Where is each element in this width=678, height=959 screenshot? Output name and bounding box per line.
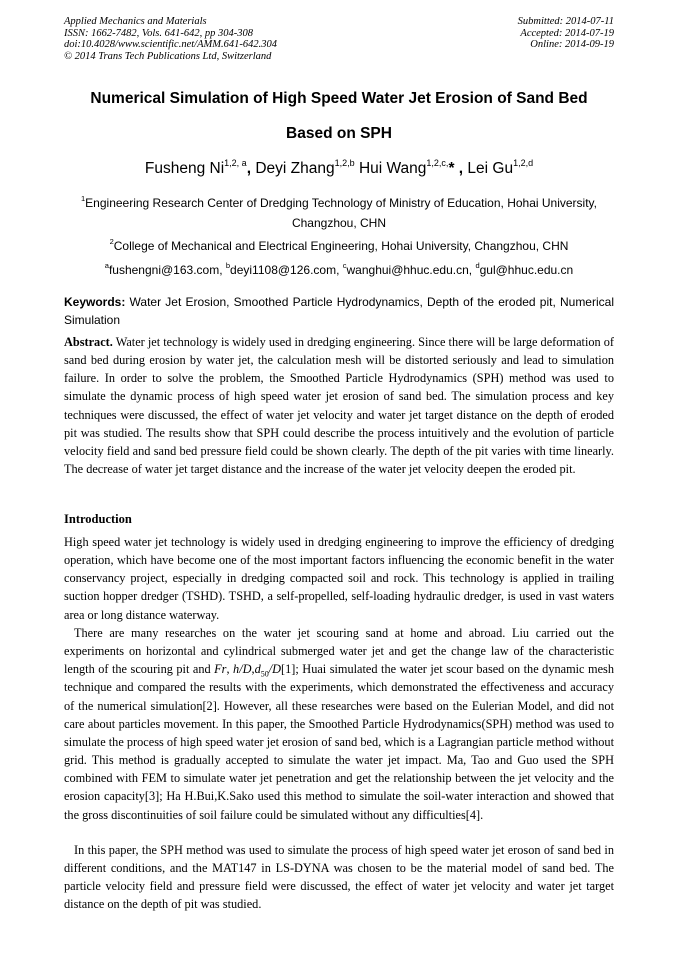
abstract-paragraph	[64, 333, 614, 478]
froude-symbol: Fr	[214, 662, 227, 677]
email-address[interactable]: wanghui@hhuc.edu.cn,	[346, 263, 476, 277]
paper-title-line-2: Based on SPH	[286, 125, 392, 142]
author-name: Lei Gu	[467, 160, 514, 177]
online-date: Online: 2014-09-19	[530, 39, 614, 50]
author-separator: ,	[246, 160, 256, 177]
publication-dates	[518, 16, 614, 51]
issn-line: ISSN: 1662-7482, Vols. 641-642, pp 304-308	[64, 27, 253, 39]
paragraph-text: ,	[226, 662, 234, 677]
email-address[interactable]: fushengni@163.com,	[108, 263, 226, 277]
email-address[interactable]: gul@hhuc.edu.cn	[479, 263, 574, 277]
abstract-text: Water jet technology is widely used in dredging engineering. Since there will be large deformation of sand bed during erosion by water jet, the calculation mesh will be distorted seriously and lead to simulation failure. In order to solve the problem, the Smoothed Particle Hydrodynamics (SPH) method was used to simulate the dynamic process of high speed water jet erosion of sand bed. The simulation process and key techniques were discussed, the effect of water jet velocity and water jet target distance on the depth of eroded pit was studied. The results show that SPH could describe the process intuitively and the evolution of particle velocity field and sand bed pressure field could be shown clearly. The depth of the pit varies with time linearly. The decrease of water jet target distance and the increase of the water jet velocity deepen the eroded pit.	[64, 335, 614, 477]
paper-title-line-1: Numerical Simulation of High Speed Water Jet Erosion of Sand Bed	[90, 90, 588, 107]
publication-info	[64, 16, 277, 62]
abstract-label: Abstract.	[64, 335, 113, 349]
affiliation-text: Engineering Research Center of Dredging Technology of Ministry of Education, Hohai University,	[85, 196, 597, 210]
affiliation-text: College of Mechanical and Electrical Engineering, Hohai University, Changzhou, CHN	[113, 239, 569, 253]
keywords-block	[64, 293, 614, 329]
author-name: Fusheng Ni	[144, 160, 225, 177]
author-list	[40, 159, 638, 179]
introduction-paragraph-1: High speed water jet technology is widely used in dredging engineering to improve the efficiency of dredging operation, which have become one of the most important factors influencing the economic benefit in the water conservancy project, especially in dredging compacted soil and rock. This technology is applied in trailing suction hopper dredger (TSHD). TSHD, a self-propelled, self-loading hydraulic dredger, is used in vast waters area or long distance waterway.	[64, 535, 614, 622]
paragraph-text: There are many researches on the water jet scouring sand at home and abroad. Liu carried out the experiments on horizontal and cylindrical submerged water jet and get the change law of the characteristic length of the scouring pit and	[64, 626, 614, 677]
affiliation-2	[60, 236, 618, 256]
email-sup: a	[104, 261, 109, 270]
copyright-line: © 2014 Trans Tech Publications Ltd, Switzerland	[64, 50, 272, 62]
paragraph-text: ,	[251, 662, 255, 677]
grain-size-subscript: 50	[260, 669, 269, 679]
keywords-text: Water Jet Erosion, Smoothed Particle Hydrodynamics, Depth of the eroded pit, Numerical Simulation	[64, 295, 614, 327]
affiliation-text: Changzhou, CHN	[291, 216, 387, 230]
introduction-paragraph-3: In this paper, the SPH method was used to simulate the process of high speed water jet eroson of sand bed in different conditions, and the MAT147 in LS-DYNA was chosen to be the material model of sand bed. The particle velocity field and pressure field were discussed, the effect of water jet velocity and water jet target distance on the depth of pit was studied.	[64, 843, 614, 912]
grain-size-symbol: d	[254, 662, 261, 677]
introduction-paragraph-2	[64, 624, 614, 824]
author-affiliation-sup: 1,2,b	[334, 158, 355, 168]
author-emails	[60, 260, 618, 280]
affiliation-number: 1	[81, 194, 86, 203]
email-sup: c	[342, 261, 347, 270]
email-sup: d	[475, 261, 480, 270]
email-address[interactable]: deyi1108@126.com,	[230, 263, 343, 277]
author-separator: * ,	[448, 160, 468, 177]
affiliation-1	[60, 193, 618, 233]
journal-name: Applied Mechanics and Materials	[64, 16, 207, 27]
submitted-date: Submitted: 2014-07-11	[517, 16, 614, 27]
keywords-label: Keywords:	[64, 295, 126, 309]
ratio-symbol: h/D	[233, 662, 252, 677]
doi-line: doi:10.4028/www.scientific.net/AMM.641-642.304	[64, 39, 277, 50]
paragraph-text: [1]; Huai simulated the water jet scour based on the dynamic mesh technique and compared the results with the experiments, which demonstrated the effectiveness and accuracy of the numerical simulation[2]. However, all these researches were based on the Eulerian Model, and did not care about particles movement. In this paper, the Smoothed Particle Hydrodynamics(SPH) method was used to simulate the process of high speed water jet erosion of sand bed, which is a Lagrangian particle method without grid. This method is gradually accepted to simulate the water jet impact. Ma, Tao and Guo used the SPH combined with FEM to simulate water jet penetration and get the relationship between the jet velocity and the erosion capacity[3]; Ha H.Bui,K.Sako used this method to simulate the soil-water interaction and showed that the gross discontinuities of soil failure could be simulated without any difficulties[4].	[64, 662, 614, 822]
section-heading-introduction: Introduction	[64, 512, 132, 526]
affiliation-number: 2	[109, 237, 114, 246]
author-affiliation-sup: 1,2,c,	[426, 158, 449, 168]
author-name: Hui Wang	[358, 160, 427, 177]
author-name: Deyi Zhang	[255, 160, 335, 177]
author-affiliation-sup: 1,2,d	[513, 158, 534, 168]
ratio-symbol: /D	[268, 662, 282, 677]
author-affiliation-sup: 1,2, a	[224, 158, 247, 168]
accepted-date: Accepted: 2014-07-19	[520, 27, 614, 39]
email-sup: b	[225, 261, 231, 270]
